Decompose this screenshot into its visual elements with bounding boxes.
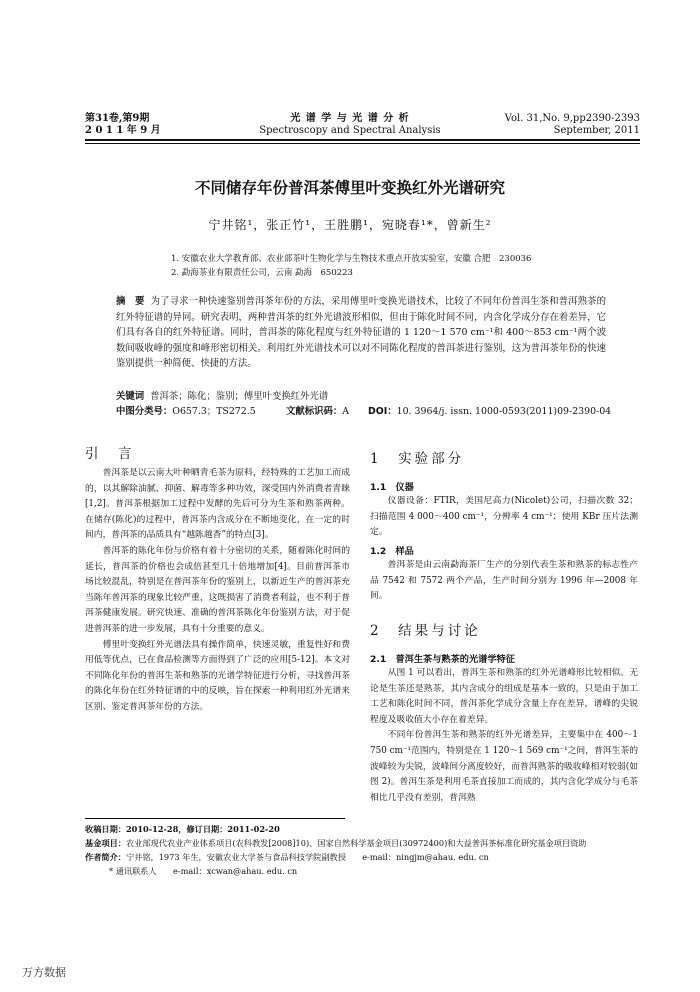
abstract-text: 为了寻求一种快速鉴别普洱茶年份的方法，采用傅里叶变换光谱技术，比较了不同年份普洱生茶和普洱熟茶的红外特征谱的异同。研究表明，两种普洱茶的红外光谱波形相似，但由于陈化时间不同，内含化学成分存在着差异，它们具有各自的红外特征谱。同时，普洱茶的陈化程度与红外特征谱的 1 120～1 570 cm⁻¹和 400～853 cm⁻¹两个波数间吸收峰的强度和峰形密切相关。利用红外光谱技术可以对不同陈化程度的普洱茶进行鉴别，这为普洱茶年份的快速鉴别提供一种简便、快捷的方法。	[116, 296, 606, 370]
results-body	[370, 666, 638, 806]
subsection-instrument-heading: 1.1 仪器	[370, 482, 414, 493]
journal-name: 光 谱 学 与 光 谱 分 析 Spectroscopy and Spectral Analysis	[259, 113, 441, 136]
introduction-body	[85, 466, 350, 716]
subsection-spectral-features-heading: 2.1 普洱生茶与熟茶的光谱学特征	[370, 654, 515, 665]
clc-code: O657.3；TS272.5	[172, 406, 256, 417]
received-date: 收稿日期：2010-12-28，修订日期：2011-02-20	[85, 824, 280, 834]
instrument-paragraph: 仪器设备：FTIR，美国尼高力(Nicolet)公司，扫描次数 32；扫描范围 4 000～400 cm⁻¹，分辨率 4 cm⁻¹；使用 KBr 压片法测定。	[370, 496, 638, 538]
affiliation-2: 2. 勐海茶业有限责任公司，云南 勐海 650223	[171, 268, 353, 278]
clc-line: 中图分类号：O657.3；TS272.5	[116, 406, 256, 417]
footnote-rule	[85, 818, 345, 819]
section-introduction-heading: 引 言	[85, 446, 135, 462]
corresponding-author: * 通讯联系人 e-mail：xcwan@ahau. edu. cn	[109, 866, 298, 876]
paper-title: 不同储存年份普洱茶傅里叶变换红外光谱研究	[194, 179, 505, 197]
journal-pages: Vol. 31,No. 9,pp2390-2393 September, 2011	[504, 113, 640, 136]
doc-code-line: 文献标识码：A	[286, 406, 350, 417]
affiliation-1: 1. 安徽农业大学教育部、农业部茶叶生物化学与生物技术重点开放实验室，安徽 合肥 230036	[171, 254, 532, 264]
section-experimental-heading: 1 实验部分	[370, 451, 465, 467]
header-rule-thick	[85, 139, 640, 141]
doi-line: DOI：10. 3964/j. issn. 1000-0593(2011)09-2390-04	[368, 406, 612, 417]
author-list: 宁井铭¹，张正竹¹，王胜鹏¹，宛晓春¹*，曾新生²	[208, 218, 492, 232]
footnotes	[85, 822, 640, 878]
paragraph: 不同年份普洱生茶和熟茶的红外光谱差异，主要集中在 400～1 750 cm⁻¹范围内，特别是在 1 120～1 569 cm⁻¹之间，普洱生茶的波峰较为尖锐，波峰间分离度较好，而普洱熟茶的吸收峰相对较弱(如图 2)。普洱生茶是利用毛茶直接加工而成的，其内含化学成分与毛茶相比几乎没有差别，普洱熟	[370, 730, 638, 803]
keywords-line: 关键词 普洱茶；陈化；鉴别；傅里叶变换红外光谱	[116, 391, 329, 402]
sample-paragraph: 普洱茶是由云南勐海茶厂生产的分别代表生茶和熟茶的标志性产品 7542 和 7572 两个产品，生产时间分别为 1996 年—2008 年间。	[370, 560, 638, 602]
paragraph: 从图 1 可以看出，普洱生茶和熟茶的红外光谱峰形比较相似。无论是生茶还是熟茶，其内含成分的组成是基本一致的，只是由于加工工艺和陈化时间不同，普洱茶化学成分含量上存在差异，谱峰的尖锐程度及吸收值大小存在着差异。	[370, 668, 638, 725]
journal-volume-issue: 第31卷,第9期 2 0 1 1 年 9 月	[85, 113, 161, 136]
fund-line: 基金项目：农业部现代农业产业体系项目(农科教发[2008]10)、国家自然科学基金项目(30972400)和大益普洱茶标准化研究基金项目资助	[85, 838, 587, 848]
section-results-heading: 2 结果与讨论	[370, 623, 481, 639]
author-bio: 作者简介：宁井铭，1973 年生，安徽农业大学茶与食品科技学院副教授 e-mail：ningjm@ahau. edu. cn	[85, 852, 489, 862]
subsection-sample-heading: 1.2 样品	[370, 546, 414, 557]
keywords-text: 普洱茶；陈化；鉴别；傅里叶变换红外光谱	[150, 391, 329, 402]
abstract-label: 摘 要	[116, 296, 145, 307]
paragraph: 普洱茶的陈化年份与价格有着十分密切的关系，随着陈化时间的延长，普洱茶的价格也会成倍甚至几十倍地增加[4]。目前普洱茶市场比较混乱，特别是在普洱茶年份的鉴别上，以新近生产的普洱茶充当陈年普洱茶的现象比较严重，这既损害了消费者利益，也不利于普洱茶健康发展。研究快速、准确的普洱茶陈化年份鉴别方法，对于促进普洱茶的进一步发展，具有十分重要的意义。	[85, 545, 350, 634]
paragraph: 普洱茶是以云南大叶种晒青毛茶为原料，经特殊的工艺加工而成的，以其解除油腻、抑菌、解毒等多种功效，深受国内外消费者青睐[1,2]。普洱茶根据加工过程中发酵的先后可分为生茶和熟茶两种。在储存(陈化)的过程中，普洱茶内含成分在不断地变化，在一定的时间内，普洱茶的品质具有“越陈越香”的特点[3]。	[85, 468, 350, 541]
watermark: 万方数据	[22, 966, 66, 979]
abstract	[116, 294, 606, 372]
header-rule-thin	[85, 143, 640, 144]
doc-code: A	[342, 406, 350, 417]
paragraph: 傅里叶变换红外光谱法具有操作简单，快速灵敏，重复性好和费用低等优点，已在食品检测等方面得到了广泛的应用[5-12]。本文对不同陈化年份的普洱生茶和熟茶的光谱学特征进行分析，寻找普洱茶的陈化年份在红外特征谱的中的反映，旨在探索一种利用红外光谱来区别、鉴定普洱茶年份的方法。	[85, 639, 350, 712]
doi-value: 10. 3964/j. issn. 1000-0593(2011)09-2390-04	[396, 406, 612, 417]
